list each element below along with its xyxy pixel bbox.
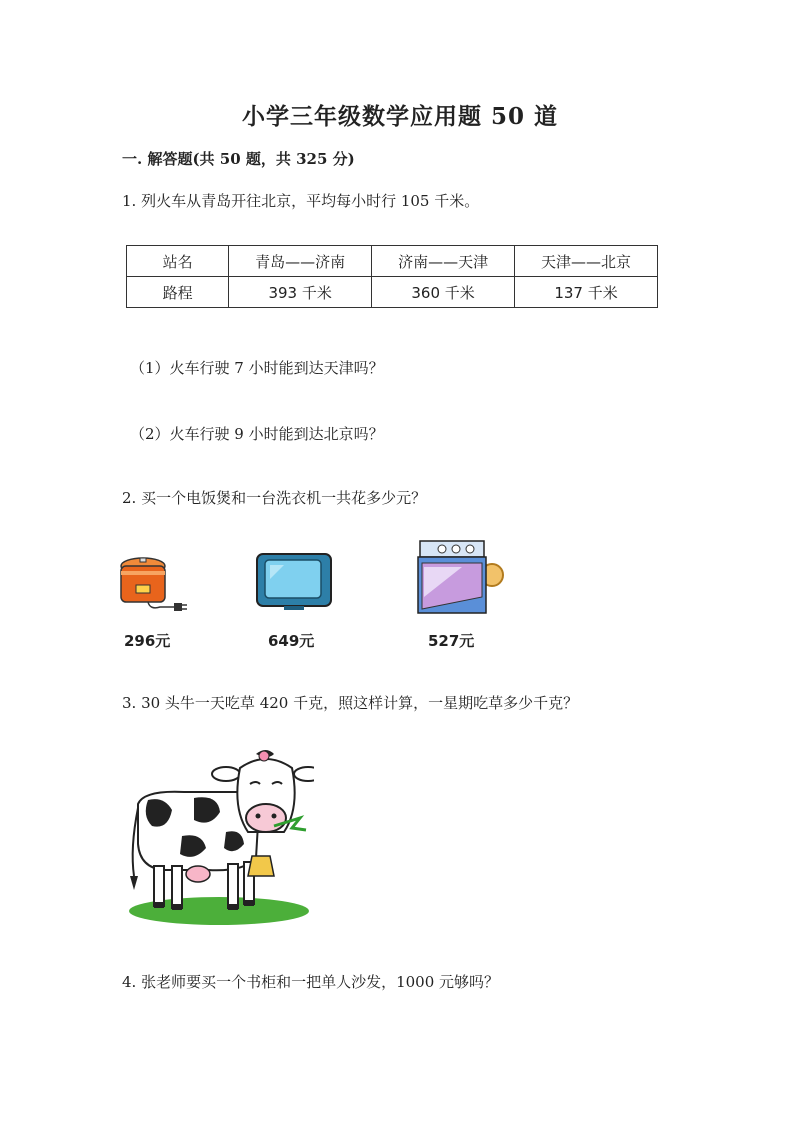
table-cell: 站名 [127,246,229,277]
table-cell: 393 千米 [229,277,372,308]
question-3: 3. 30 头牛一天吃草 420 千克，照这样计算，一星期吃草多少千克？ [122,694,579,712]
section-heading: 一. 解答题(共 50 题，共 325 分) [122,150,355,168]
question-1-part-2: （2）火车行驶 9 小时能到达北京吗？ [130,425,384,443]
table-header-row [127,246,658,277]
table-cell: 济南——天津 [372,246,515,277]
rice-cooker-icon [116,555,196,620]
page-title: 小学三年级数学应用题 50 道 [241,103,559,130]
table-row [127,277,658,308]
question-1: 1. 列火车从青岛开往北京，平均每小时行 105 千米。 [122,192,480,210]
tv-icon [254,551,334,611]
washing-machine-price: 527元 [428,632,475,650]
question-1-part-1: （1）火车行驶 7 小时能到达天津吗？ [130,359,384,377]
tv-price: 649元 [268,632,315,650]
table-cell: 天津——北京 [515,246,658,277]
question-4: 4. 张老师要买一个书柜和一把单人沙发，1000 元够吗？ [122,973,500,991]
question-2: 2. 买一个电饭煲和一台洗衣机一共花多少元？ [122,489,427,507]
table-cell: 青岛——济南 [229,246,372,277]
table-cell: 360 千米 [372,277,515,308]
washing-machine-icon [412,537,504,617]
rice-cooker-price: 296元 [124,632,171,650]
cow-illustration [124,748,314,926]
table-cell: 137 千米 [515,277,658,308]
table-cell: 路程 [127,277,229,308]
route-table [126,245,658,308]
